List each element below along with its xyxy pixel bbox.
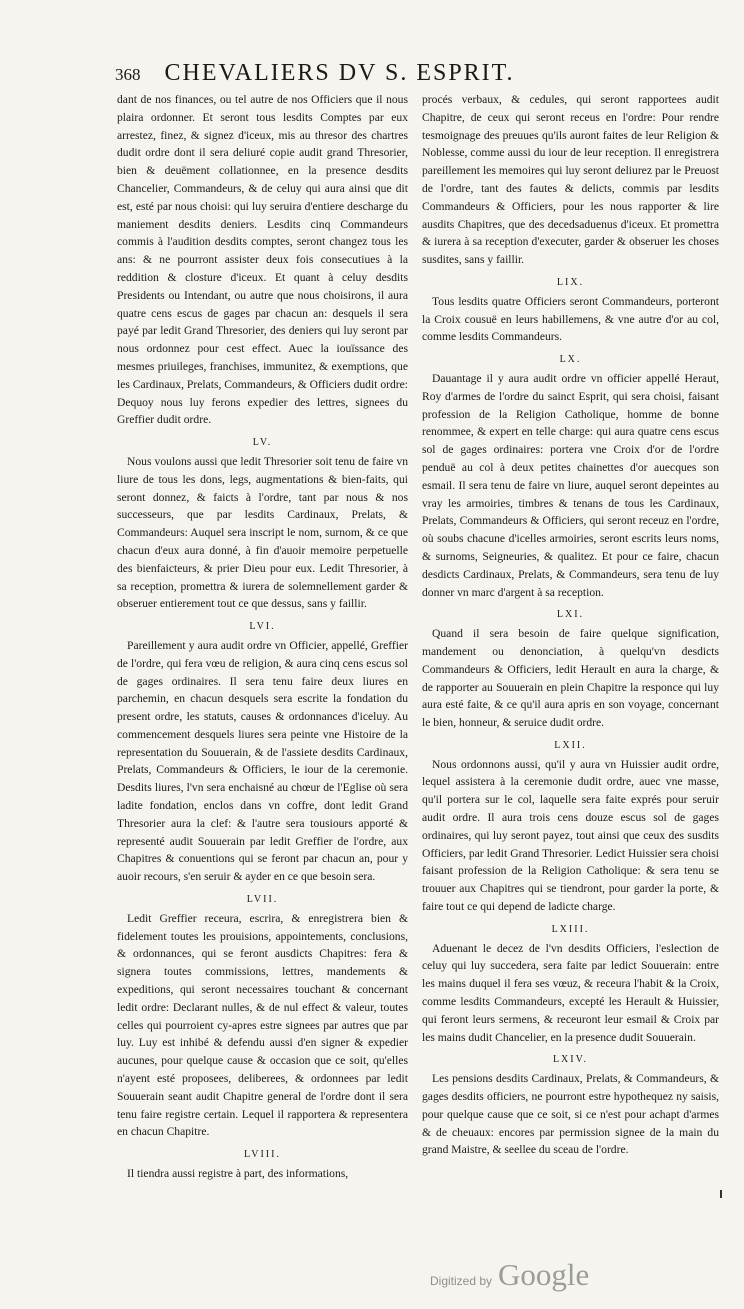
article-number: LV.	[252, 437, 273, 449]
paragraph: Il tiendra aussi registre à part, des informations,	[127, 1167, 349, 1181]
paragraph: Pareillement y aura audit ordre vn Officier, appellé, Greffier de l'ordre, qui fera vœu de religion, & aura cinq cens escus sol de gages ordinaires. Il sera tenu faire deux liures en parchemin, en chacun desquels sera escrite la fondation du present ordre, les statuts, causes & ordonnances d'iceluy. Au commencement desquels liures sera peinte vne Histoire de la representation du Souuerain, & de l'assiete desdits Cardinaux, Prelats, Commandeurs & Officiers, le iour de la ceremonie. Desdits liures, l'vn sera enchaisné au chœur de l'Eglise où sera ladite fondation, enclos dans vn coffre, dont ledit Grand Thresorier aura la clef: & l'autre sera tousiours apporté & representé audit Souuerain par ledit Greffier de l'ordre, aux Chapitres & conuentions qui se feront par chacun an, pour y auoir recours, s'en seruir & ayder en ce que besoin sera.	[117, 638, 408, 884]
paragraph: procés verbaux, & cedules, qui seront rapportees audit Chapitre, de ceux qui seront receus en l'ordre: Pour rendre tesmoignage des preuues qu'ils auront faites de leur Religion & Noblesse, comme aussi du iour de leur reception. Il enregistrera pareillement les memoires qui luy seront deliurez par le Preuost de l'ordre, tant des fautes & delicts, commis par lesdits Commandeurs & Officiers, pour les nous rapporter & lire ausdits Chapitres, que des decedsaduenus d'iceux. Et promettra & iurera à sa reception d'executer, garder & obseruer les choses susdites, sans y faillir.	[422, 93, 719, 267]
article-number: LX.	[559, 354, 582, 366]
paragraph: Ledit Greffier receura, escrira, & enregistrera bien & fidelement toutes les prouisions, appointements, conclusions, & ordonnances, qui se feront ausdicts Chapitres: fera & signera toutes commissions, lettres, mandements & expeditions, qui seront necessaires touchant & concernant ledit ordre: Declarant nulles, & de nul effect & valeur, toutes celles qui pourroient cy-apres estre signees par autres que par luy. Luy est inhibé & defendu aussi d'en signer & expedier aucunes, pour quelque cause & occasion que ce soit, qu'elles n'ayent esté proposees, deliberees, & ordonnees par ledit Souuerain seant audit Chapitre general de l'ordre dont il sera tenu faire registre certain. Lequel il rapportera & representera en chacun Chapitre.	[117, 911, 408, 1139]
paragraph: Quand il sera besoin de faire quelque signification, mandement ou denonciation, à quelqu'vn desdicts Commandeurs & Officiers, ledit Herault en aura la charge, & de rapporter au Souuerain en plein Chapitre la responce qui luy aura esté faite, & ce qu'il aura apris en son voyage, concernant le bien, honneur, & seruice dudit ordre.	[422, 627, 719, 730]
watermark-prefix: Digitized by	[430, 1274, 493, 1288]
paragraph: Dauantage il y aura audit ordre vn officier appellé Heraut, Roy d'armes de l'ordre du sainct Esprit, qui sera choisi, faisant profession de la Religion Catholique, homme de bonne renommee, & expert en telle charge: qui aura quatre cens escus sol de gages ordinaires: portera vne Croix d'or de l'ordre penduë au col à deux petites chainettes d'or auecques son esmail. Il sera tenu de faire vn liure, auquel seront depeintes au vray les armoiries, timbres & tenans de tous les Cardinaux, Prelats, Commandeurs & Officiers, qui seront receuz en l'ordre, où soubs chacune d'icelles armoiries, seront escrits leurs noms, & surnoms, Seigneuries, & qualitez. Et pour ce faire, chacun desdicts Cardinaux, Prelats, & Commandeurs, sera tenu de luy donner vn marc d'argent à sa reception.	[422, 371, 719, 599]
google-logo: Google	[498, 1257, 590, 1292]
article-number: LVI.	[249, 621, 276, 633]
paragraph: dant de nos finances, ou tel autre de nos Officiers que il nous plaira ordonner. Et seront tous lesdits Comptes par eux arrestez, finez, & signez d'iceux, mis au thresor des chartres dudit ordre dont il sera deliuré copie audit grand Thresorier, bien & deuëment collationnee, en la presence desdits Chancelier, Commandeurs, & de celuy qui aura ainsi que dit est, esté par nous choisi: qui luy seruira d'entiere descharge du maniement desdits deniers. Lesdits cinq Commandeurs commis à l'audition desdits comptes, seront changez tous les ans: & ne pourront assister deux fois consecutiues à la reddition & closture d'iceux. Et quant à celuy desdits Presidents ou Intendant, ou autre que nous choisirons, il aura quatre cens escus de gages par chacun an: desquels il sera payé par ledit Grand Thresorier, des deniers qui luy seront par nous ordonnez pour cest effect. Auec la iouïssance des mesmes priuileges, franchises, immunitez, & exemptions, que les Cardinaux, Prelats, Commandeurs, & Officiers dudit ordre: Dequoy nous luy ferons expedier des lettres, signees du Greffier dudit ordre.	[117, 93, 408, 427]
running-title: CHEVALIERS DV S. ESPRIT.	[164, 60, 515, 86]
paragraph: Nous voulons aussi que ledit Thresorier soit tenu de faire vn liure de tous les dons, legs, augmentations & bien-faits, qui seront donnez, & faicts à l'ordre, tant par nous & nos successeurs, que par lesdits Cardinaux, Prelats, & Commandeurs: Auquel sera inscript le nom, surnom, & ce que chacun d'eux aura donné, à fin d'auoir memoire perpetuelle des bienfaicteurs, & prier Dieu pour eux. Ledit Thresorier, à sa reception, promettra & iurera de solemnellement garder & obseruer entierement tout ce que dessus, sans y faillir.	[117, 454, 408, 611]
google-digitized-watermark	[430, 1257, 660, 1297]
margin-speck	[720, 1190, 722, 1198]
page-header	[115, 60, 715, 92]
page-number: 368	[115, 65, 141, 84]
right-text-column	[422, 91, 719, 1199]
paragraph: Nous ordonnons aussi, qu'il y aura vn Huissier audit ordre, lequel assistera à la ceremonie dudit ordre, auec vne masse, qu'il portera sur le col, laquelle sera faite exprés pour seruir audit ordre. Il aura trois cens douze escus sol de gages ordinaires, qui luy seront payez, tout ainsi que ceux des susdits Officiers, par ledit Grand Thresorier. Ledict Huissier sera choisi faisant profession de la Religion Catholique: & sera tenu se trouuer aux Chapitres qui se tiendront, pour garder la porte, & faire tout ce qui depend de ladicte charge.	[422, 757, 719, 914]
paragraph: Les pensions desdits Cardinaux, Prelats, & Commandeurs, & gages desdits officiers, ne pourront estre hypothequez ny saisis, pour quelque cause que ce soit, si ce n'est pour achapt d'armes & de cheuaux: encores par permission signee de la main du grand Maistre, & seellee du sceau de l'ordre.	[422, 1072, 719, 1157]
paragraph: Tous lesdits quatre Officiers seront Commandeurs, porteront la Croix cousuë en leurs habillemens, & vne autre d'or au col, comme lesdits Commandeurs.	[422, 294, 719, 344]
article-number: LVII.	[246, 894, 279, 906]
left-text-column	[117, 91, 408, 1199]
article-number: LXIII.	[551, 923, 590, 935]
article-number: LXIV.	[552, 1054, 589, 1066]
paragraph: Aduenant le decez de l'vn desdits Officiers, l'eslection de celuy qui luy succedera, sera faite par ledict Souuerain: entre les mains duquel il fera ses vœuz, & receura l'habit & la Croix, comme lesdits Commandeurs, excepté les Herault & Huissier, qui feront leurs sermens, & receuront leur esmail & Croix par les mains dudit Chancelier, en la presence dudit Souuerain.	[422, 941, 719, 1044]
article-number: LXII.	[554, 739, 587, 751]
article-number: LXI.	[556, 609, 585, 621]
article-number: LIX.	[556, 276, 585, 288]
article-number: LVIII.	[244, 1149, 281, 1161]
